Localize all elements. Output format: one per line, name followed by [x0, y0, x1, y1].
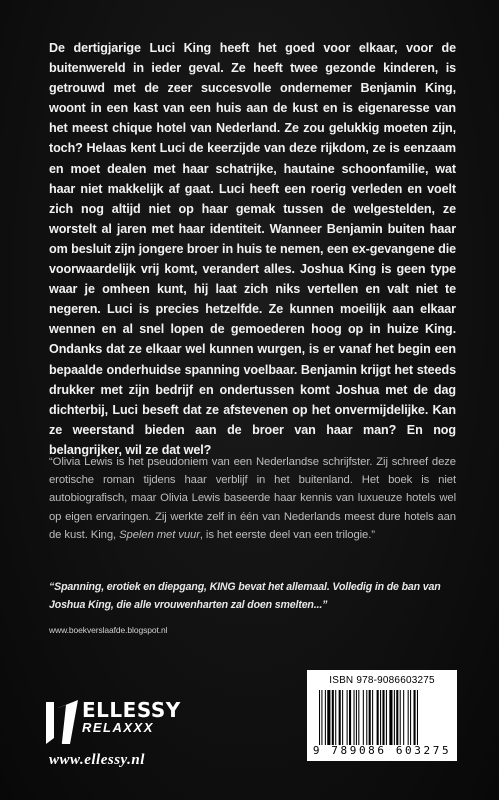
barcode-panel	[307, 670, 457, 761]
barcode-bar	[396, 690, 398, 745]
publisher-imprint: RELAXXX	[82, 720, 154, 735]
barcode-bar	[403, 690, 404, 745]
barcode-bar	[327, 690, 330, 745]
barcode-bar	[349, 690, 351, 745]
publisher-name: ELLESSY	[82, 698, 181, 722]
barcode-bar	[325, 690, 326, 745]
barcode-bar	[410, 690, 411, 745]
barcode-bar	[366, 690, 367, 745]
barcode-bar	[382, 690, 384, 745]
barcode-bar	[358, 690, 359, 745]
review-quote: “Spanning, erotiek en diepgang, KING bevat het allemaal. Volledig in de ban van Joshua King, die alle vrouwenharten zal doen smelten...”	[49, 581, 441, 611]
author-note-ending: , is het eerste deel van een trilogie.”	[199, 528, 375, 541]
barcode-bar	[332, 690, 334, 745]
barcode-bar	[380, 690, 381, 745]
review-source: www.boekverslaafde.blogspot.nl	[49, 625, 168, 635]
barcode-bar	[377, 690, 379, 745]
barcode-bar	[408, 690, 409, 745]
barcode-bar	[356, 690, 357, 745]
barcode-bars	[319, 690, 449, 745]
barcode-bar	[321, 690, 322, 745]
barcode-bar	[347, 690, 348, 745]
author-note	[49, 453, 456, 544]
isbn-label: ISBN 978-9086603275	[329, 675, 435, 686]
barcode-bar	[335, 690, 336, 745]
barcode-bar	[369, 690, 371, 745]
barcode-bar	[319, 690, 320, 745]
barcode-bar	[400, 690, 401, 745]
barcode-bar	[389, 690, 392, 745]
barcode-bar	[363, 690, 364, 745]
publisher-website: www.ellessy.nl	[49, 752, 145, 768]
barcode-bar	[394, 690, 395, 745]
ean-number: 9 789086 603275	[312, 744, 452, 757]
series-title: Spelen met vuur	[119, 528, 200, 541]
barcode-bar	[372, 690, 373, 745]
barcode-bar	[354, 690, 355, 745]
barcode-bar	[417, 690, 418, 745]
barcode-bar	[386, 690, 387, 745]
barcode-bar	[342, 690, 343, 745]
synopsis-text: De dertigjarige Luci King heeft het goed voor elkaar, voor de buitenwereld in ieder geval. Ze heeft twee gezonde kinderen, is getrouwd met de zeer succesvolle ondernemer Benjamin King, woont in een kast van een huis aan de kust en is eigenaresse van het meest chique hotel van Nederland. Ze zou gelukkig moeten zijn, toch? Helaas kent Luci de keerzijde van deze rijkdom, ze is eenzaam en moet dealen met haar schatrijke, hautaine schoonfamilie, wat haar niet makkelijk af gaat. Luci heeft een roerig verleden en voelt zich nog altijd niet op haar gemak tussen de welgestelden, ze worstelt al jaren met haar identiteit. Wanneer Benjamin buiten haar om besluit zijn jongere broer in huis te nemen, een ex-gevangene die voorwaardelijk vrij komt, verandert alles. Joshua King is geen type waar je omheen kunt, hij laat zich niks vertellen en valt niet te negeren. Luci is precies hetzelfde. Ze kunnen moeilijk aan elkaar wennen en al snel lopen de gemoederen hoog op in huize King. Ondanks dat ze elkaar wel kunnen wurgen, is er vanaf het begin een bepaalde onderhuidse spanning voelbaar. Benjamin krijgt het steeds drukker met zijn bedrijf en ondertussen komt Joshua met de dag dichterbij, Luci beseft dat ze afstevenen op het onvermijdelijke. Kan ze weerstand bieden aan de broer van haar man? En nog belangrijker, wil ze dat wel?	[49, 41, 456, 457]
author-note-text: “Olivia Lewis is het pseudoniem van een Nederlandse schrijfster. Zij schreef deze erotische roman tijdens haar verblijf in het buitenland. Het boek is niet autobiografisch, maar Olivia Lewis baseerde haar kennis van luxueuze hotels wel op eigen ervaringen. Zij werkte zelf in één van Nederlands meest dure hotels aan de kust. King,	[49, 456, 456, 541]
barcode-bar	[339, 690, 341, 745]
barcode-bar	[414, 690, 416, 745]
